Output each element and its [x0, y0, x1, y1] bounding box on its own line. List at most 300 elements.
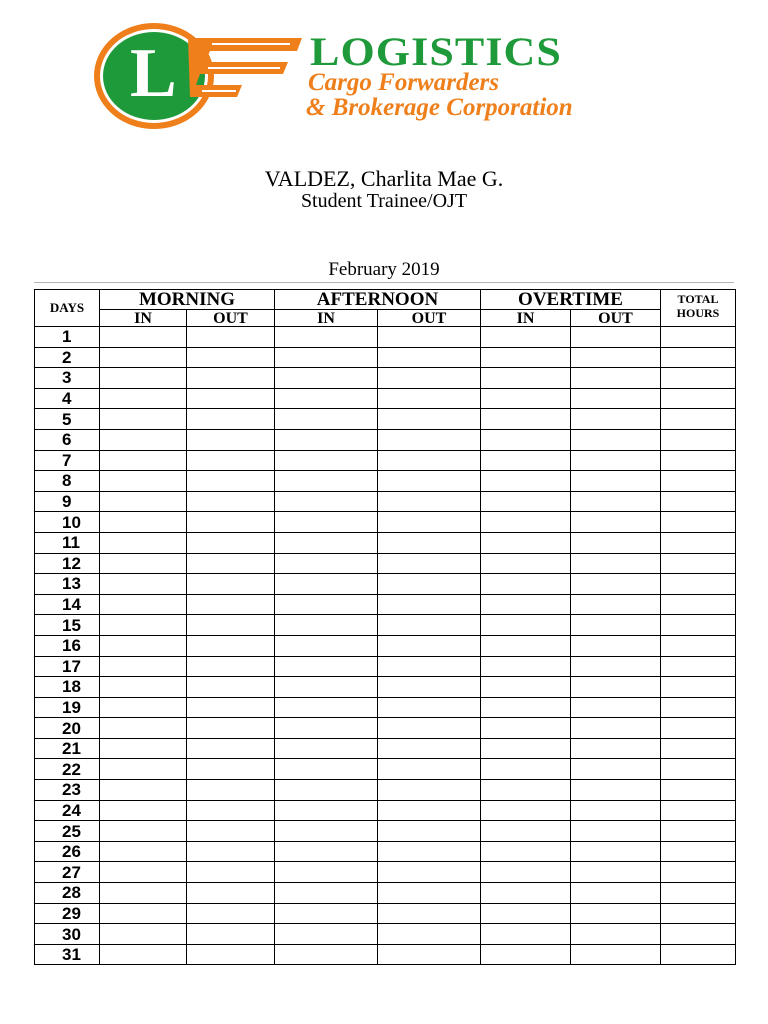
table-row: [35, 780, 736, 801]
table-row: [35, 491, 736, 512]
morning-out-header: OUT: [187, 310, 275, 327]
afternoon-out-cell[interactable]: [378, 532, 481, 553]
morning-out-cell[interactable]: [187, 944, 275, 965]
total-hours-cell[interactable]: [661, 471, 736, 492]
morning-in-cell[interactable]: [100, 429, 187, 450]
overtime-in-cell[interactable]: [481, 841, 571, 862]
total-hours-cell[interactable]: [661, 883, 736, 904]
morning-in-cell[interactable]: [100, 738, 187, 759]
table-row: [35, 450, 736, 471]
overtime-in-cell[interactable]: [481, 924, 571, 945]
table-row: [35, 471, 736, 492]
afternoon-out-cell[interactable]: [378, 944, 481, 965]
morning-in-cell[interactable]: [100, 862, 187, 883]
day-number: 20: [35, 718, 100, 739]
morning-out-cell[interactable]: [187, 759, 275, 780]
day-number: 27: [35, 862, 100, 883]
table-row: [35, 532, 736, 553]
day-number: 21: [35, 738, 100, 759]
logo-tagline-1: Cargo Forwarders: [308, 69, 500, 96]
day-number: 1: [35, 327, 100, 348]
total-hours-cell[interactable]: [661, 327, 736, 348]
total-hours-cell[interactable]: [661, 903, 736, 924]
overtime-out-cell[interactable]: [571, 409, 661, 430]
overtime-in-cell[interactable]: [481, 327, 571, 348]
day-number: 22: [35, 759, 100, 780]
table-row: [35, 738, 736, 759]
afternoon-in-cell[interactable]: [275, 862, 378, 883]
total-hours-cell[interactable]: [661, 429, 736, 450]
day-number: 14: [35, 594, 100, 615]
morning-out-cell[interactable]: [187, 574, 275, 595]
morning-out-cell[interactable]: [187, 800, 275, 821]
table-row: [35, 388, 736, 409]
day-number: 17: [35, 656, 100, 677]
afternoon-in-cell[interactable]: [275, 347, 378, 368]
afternoon-out-cell[interactable]: [378, 780, 481, 801]
overtime-out-cell[interactable]: [571, 532, 661, 553]
table-row: [35, 347, 736, 368]
morning-in-cell[interactable]: [100, 677, 187, 698]
total-hours-header: [661, 290, 736, 327]
afternoon-out-cell[interactable]: [378, 800, 481, 821]
table-row: [35, 759, 736, 780]
afternoon-out-cell[interactable]: [378, 759, 481, 780]
overtime-in-cell[interactable]: [481, 697, 571, 718]
total-hours-cell[interactable]: [661, 491, 736, 512]
table-row: [35, 368, 736, 389]
total-hours-cell[interactable]: [661, 450, 736, 471]
day-number: 10: [35, 512, 100, 533]
morning-out-cell[interactable]: [187, 738, 275, 759]
afternoon-in-cell[interactable]: [275, 780, 378, 801]
afternoon-out-cell[interactable]: [378, 553, 481, 574]
morning-in-cell[interactable]: [100, 409, 187, 430]
afternoon-in-cell[interactable]: [275, 553, 378, 574]
logo-tagline-2: & Brokerage Corporation: [306, 94, 573, 121]
total-hours-cell[interactable]: [661, 697, 736, 718]
table-row: [35, 409, 736, 430]
overtime-in-cell[interactable]: [481, 944, 571, 965]
morning-out-cell[interactable]: [187, 697, 275, 718]
total-hours-cell[interactable]: [661, 800, 736, 821]
overtime-in-cell[interactable]: [481, 491, 571, 512]
day-number: 30: [35, 924, 100, 945]
logo-letter: L: [130, 35, 177, 112]
overtime-out-cell[interactable]: [571, 553, 661, 574]
morning-in-cell[interactable]: [100, 368, 187, 389]
table-row: [35, 841, 736, 862]
morning-in-cell[interactable]: [100, 718, 187, 739]
morning-out-cell[interactable]: [187, 656, 275, 677]
total-hours-cell[interactable]: [661, 677, 736, 698]
morning-out-cell[interactable]: [187, 718, 275, 739]
overtime-out-cell[interactable]: [571, 594, 661, 615]
morning-out-cell[interactable]: [187, 512, 275, 533]
afternoon-in-cell[interactable]: [275, 491, 378, 512]
day-number: 4: [35, 388, 100, 409]
overtime-in-cell[interactable]: [481, 532, 571, 553]
afternoon-in-cell[interactable]: [275, 615, 378, 636]
overtime-out-cell[interactable]: [571, 718, 661, 739]
overtime-in-cell[interactable]: [481, 862, 571, 883]
day-number: 11: [35, 532, 100, 553]
overtime-in-cell[interactable]: [481, 471, 571, 492]
morning-in-cell[interactable]: [100, 512, 187, 533]
morning-out-cell[interactable]: [187, 347, 275, 368]
overtime-out-cell[interactable]: [571, 759, 661, 780]
table-row: [35, 821, 736, 842]
overtime-out-cell[interactable]: [571, 429, 661, 450]
overtime-in-cell[interactable]: [481, 656, 571, 677]
morning-out-cell[interactable]: [187, 553, 275, 574]
morning-out-cell[interactable]: [187, 429, 275, 450]
overtime-in-cell[interactable]: [481, 388, 571, 409]
morning-in-cell[interactable]: [100, 780, 187, 801]
overtime-out-cell[interactable]: [571, 800, 661, 821]
day-number: 12: [35, 553, 100, 574]
overtime-out-cell[interactable]: [571, 821, 661, 842]
day-number: 3: [35, 368, 100, 389]
header-divider: [34, 282, 734, 283]
morning-in-cell[interactable]: [100, 800, 187, 821]
afternoon-out-cell[interactable]: [378, 429, 481, 450]
table-row: [35, 924, 736, 945]
morning-out-cell[interactable]: [187, 924, 275, 945]
overtime-out-cell[interactable]: [571, 738, 661, 759]
morning-out-cell[interactable]: [187, 409, 275, 430]
morning-out-cell[interactable]: [187, 862, 275, 883]
overtime-out-cell[interactable]: [571, 491, 661, 512]
overtime-in-cell[interactable]: [481, 574, 571, 595]
overtime-out-cell[interactable]: [571, 512, 661, 533]
afternoon-out-cell[interactable]: [378, 738, 481, 759]
afternoon-out-cell[interactable]: [378, 347, 481, 368]
total-hours-cell[interactable]: [661, 553, 736, 574]
overtime-in-cell[interactable]: [481, 718, 571, 739]
overtime-in-cell[interactable]: [481, 615, 571, 636]
overtime-out-cell[interactable]: [571, 327, 661, 348]
table-row: [35, 697, 736, 718]
day-number: 8: [35, 471, 100, 492]
logo-brand-name: LOGISTICS: [310, 29, 563, 74]
morning-in-cell[interactable]: [100, 532, 187, 553]
morning-in-header: IN: [100, 310, 187, 327]
morning-out-cell[interactable]: [187, 883, 275, 904]
table-row: [35, 800, 736, 821]
morning-out-cell[interactable]: [187, 594, 275, 615]
overtime-in-cell[interactable]: [481, 594, 571, 615]
overtime-in-cell[interactable]: [481, 800, 571, 821]
table-row: [35, 862, 736, 883]
overtime-out-cell[interactable]: [571, 944, 661, 965]
morning-in-cell[interactable]: [100, 821, 187, 842]
overtime-out-cell[interactable]: [571, 368, 661, 389]
overtime-out-cell[interactable]: [571, 656, 661, 677]
overtime-out-cell[interactable]: [571, 697, 661, 718]
overtime-out-header: OUT: [571, 310, 661, 327]
overtime-out-cell[interactable]: [571, 780, 661, 801]
total-hours-cell[interactable]: [661, 368, 736, 389]
morning-out-cell[interactable]: [187, 635, 275, 656]
morning-out-cell[interactable]: [187, 677, 275, 698]
total-hours-cell[interactable]: [661, 738, 736, 759]
day-number: 31: [35, 944, 100, 965]
afternoon-out-cell[interactable]: [378, 821, 481, 842]
overtime-in-cell[interactable]: [481, 409, 571, 430]
morning-in-cell[interactable]: [100, 635, 187, 656]
day-number: 9: [35, 491, 100, 512]
total-hours-cell[interactable]: [661, 718, 736, 739]
day-number: 5: [35, 409, 100, 430]
overtime-header: OVERTIME: [481, 290, 661, 310]
day-number: 23: [35, 780, 100, 801]
morning-in-cell[interactable]: [100, 759, 187, 780]
overtime-in-cell[interactable]: [481, 347, 571, 368]
overtime-in-cell[interactable]: [481, 429, 571, 450]
total-hours-cell[interactable]: [661, 862, 736, 883]
total-header-line-1: TOTAL: [677, 292, 719, 306]
morning-in-cell[interactable]: [100, 944, 187, 965]
morning-in-cell[interactable]: [100, 347, 187, 368]
total-hours-cell[interactable]: [661, 347, 736, 368]
table-row: [35, 883, 736, 904]
table-row: [35, 656, 736, 677]
morning-in-cell[interactable]: [100, 574, 187, 595]
afternoon-out-cell[interactable]: [378, 718, 481, 739]
afternoon-in-cell[interactable]: [275, 532, 378, 553]
table-row: [35, 574, 736, 595]
total-hours-cell[interactable]: [661, 409, 736, 430]
day-number: 16: [35, 635, 100, 656]
table-row: [35, 594, 736, 615]
overtime-out-cell[interactable]: [571, 388, 661, 409]
overtime-out-cell[interactable]: [571, 677, 661, 698]
afternoon-out-cell[interactable]: [378, 450, 481, 471]
afternoon-out-cell[interactable]: [378, 491, 481, 512]
afternoon-in-cell[interactable]: [275, 450, 378, 471]
overtime-out-cell[interactable]: [571, 635, 661, 656]
morning-in-cell[interactable]: [100, 553, 187, 574]
afternoon-in-cell[interactable]: [275, 841, 378, 862]
afternoon-out-cell[interactable]: [378, 388, 481, 409]
overtime-in-cell[interactable]: [481, 553, 571, 574]
morning-out-cell[interactable]: [187, 615, 275, 636]
morning-in-cell[interactable]: [100, 697, 187, 718]
afternoon-in-cell[interactable]: [275, 883, 378, 904]
total-hours-cell[interactable]: [661, 656, 736, 677]
table-row: [35, 429, 736, 450]
afternoon-in-cell[interactable]: [275, 944, 378, 965]
overtime-in-cell[interactable]: [481, 450, 571, 471]
overtime-out-cell[interactable]: [571, 924, 661, 945]
day-number: 28: [35, 883, 100, 904]
morning-out-cell[interactable]: [187, 491, 275, 512]
overtime-out-cell[interactable]: [571, 883, 661, 904]
afternoon-out-cell[interactable]: [378, 883, 481, 904]
day-number: 24: [35, 800, 100, 821]
overtime-in-cell[interactable]: [481, 759, 571, 780]
total-hours-cell[interactable]: [661, 821, 736, 842]
morning-out-cell[interactable]: [187, 821, 275, 842]
morning-in-cell[interactable]: [100, 841, 187, 862]
total-hours-cell[interactable]: [661, 841, 736, 862]
total-hours-cell[interactable]: [661, 780, 736, 801]
afternoon-out-cell[interactable]: [378, 903, 481, 924]
table-row: [35, 903, 736, 924]
time-record-table: [34, 289, 736, 965]
afternoon-in-cell[interactable]: [275, 738, 378, 759]
afternoon-in-cell[interactable]: [275, 759, 378, 780]
afternoon-out-cell[interactable]: [378, 368, 481, 389]
afternoon-in-cell[interactable]: [275, 409, 378, 430]
afternoon-in-cell[interactable]: [275, 327, 378, 348]
total-hours-cell[interactable]: [661, 635, 736, 656]
afternoon-in-cell[interactable]: [275, 800, 378, 821]
morning-in-cell[interactable]: [100, 450, 187, 471]
afternoon-in-cell[interactable]: [275, 656, 378, 677]
afternoon-out-cell[interactable]: [378, 697, 481, 718]
day-number: 7: [35, 450, 100, 471]
day-number: 18: [35, 677, 100, 698]
day-number: 19: [35, 697, 100, 718]
total-hours-cell[interactable]: [661, 759, 736, 780]
day-number: 26: [35, 841, 100, 862]
morning-out-cell[interactable]: [187, 841, 275, 862]
afternoon-in-cell[interactable]: [275, 429, 378, 450]
afternoon-in-cell[interactable]: [275, 471, 378, 492]
morning-out-cell[interactable]: [187, 388, 275, 409]
afternoon-out-cell[interactable]: [378, 677, 481, 698]
morning-out-cell[interactable]: [187, 450, 275, 471]
afternoon-in-cell[interactable]: [275, 594, 378, 615]
afternoon-in-cell[interactable]: [275, 512, 378, 533]
afternoon-in-header: IN: [275, 310, 378, 327]
afternoon-out-cell[interactable]: [378, 841, 481, 862]
overtime-in-cell[interactable]: [481, 738, 571, 759]
afternoon-in-cell[interactable]: [275, 903, 378, 924]
total-hours-cell[interactable]: [661, 944, 736, 965]
overtime-in-cell[interactable]: [481, 677, 571, 698]
afternoon-in-cell[interactable]: [275, 821, 378, 842]
morning-out-cell[interactable]: [187, 368, 275, 389]
morning-out-cell[interactable]: [187, 471, 275, 492]
overtime-out-cell[interactable]: [571, 615, 661, 636]
day-number: 29: [35, 903, 100, 924]
days-header: DAYS: [35, 290, 100, 327]
afternoon-in-cell[interactable]: [275, 388, 378, 409]
morning-in-cell[interactable]: [100, 924, 187, 945]
morning-out-cell[interactable]: [187, 780, 275, 801]
trainee-name: VALDEZ, Charlita Mae G.: [264, 166, 504, 191]
afternoon-in-cell[interactable]: [275, 677, 378, 698]
overtime-in-cell[interactable]: [481, 821, 571, 842]
period-title: February 2019: [328, 259, 440, 280]
afternoon-out-cell[interactable]: [378, 471, 481, 492]
afternoon-out-cell[interactable]: [378, 635, 481, 656]
morning-out-cell[interactable]: [187, 327, 275, 348]
day-number: 6: [35, 429, 100, 450]
total-hours-cell[interactable]: [661, 532, 736, 553]
time-record-body: [35, 327, 736, 965]
table-row: [35, 635, 736, 656]
overtime-in-cell[interactable]: [481, 780, 571, 801]
overtime-in-cell[interactable]: [481, 512, 571, 533]
total-header-line-2: HOURS: [676, 306, 720, 320]
day-number: 2: [35, 347, 100, 368]
total-hours-cell[interactable]: [661, 574, 736, 595]
afternoon-out-cell[interactable]: [378, 615, 481, 636]
morning-in-cell[interactable]: [100, 491, 187, 512]
table-row: [35, 553, 736, 574]
total-hours-cell[interactable]: [661, 615, 736, 636]
total-hours-cell[interactable]: [661, 512, 736, 533]
afternoon-in-cell[interactable]: [275, 574, 378, 595]
afternoon-out-cell[interactable]: [378, 327, 481, 348]
overtime-in-cell[interactable]: [481, 635, 571, 656]
afternoon-out-cell[interactable]: [378, 924, 481, 945]
total-hours-cell[interactable]: [661, 594, 736, 615]
afternoon-header: AFTERNOON: [275, 290, 481, 310]
afternoon-in-cell[interactable]: [275, 635, 378, 656]
overtime-out-cell[interactable]: [571, 862, 661, 883]
afternoon-in-cell[interactable]: [275, 368, 378, 389]
company-logo: [92, 22, 712, 132]
day-number: 13: [35, 574, 100, 595]
afternoon-out-cell[interactable]: [378, 574, 481, 595]
overtime-in-cell[interactable]: [481, 883, 571, 904]
morning-in-cell[interactable]: [100, 388, 187, 409]
morning-out-cell[interactable]: [187, 903, 275, 924]
overtime-out-cell[interactable]: [571, 574, 661, 595]
afternoon-in-cell[interactable]: [275, 697, 378, 718]
afternoon-in-cell[interactable]: [275, 718, 378, 739]
afternoon-out-cell[interactable]: [378, 409, 481, 430]
morning-in-cell[interactable]: [100, 471, 187, 492]
table-row: [35, 677, 736, 698]
morning-in-cell[interactable]: [100, 615, 187, 636]
morning-in-cell[interactable]: [100, 883, 187, 904]
afternoon-out-header: OUT: [378, 310, 481, 327]
table-row: [35, 944, 736, 965]
morning-in-cell[interactable]: [100, 656, 187, 677]
overtime-out-cell[interactable]: [571, 841, 661, 862]
afternoon-out-cell[interactable]: [378, 512, 481, 533]
morning-header: MORNING: [100, 290, 275, 310]
afternoon-out-cell[interactable]: [378, 594, 481, 615]
overtime-in-header: IN: [481, 310, 571, 327]
morning-in-cell[interactable]: [100, 327, 187, 348]
morning-in-cell[interactable]: [100, 594, 187, 615]
morning-in-cell[interactable]: [100, 903, 187, 924]
table-row: [35, 512, 736, 533]
afternoon-out-cell[interactable]: [378, 862, 481, 883]
overtime-in-cell[interactable]: [481, 368, 571, 389]
afternoon-in-cell[interactable]: [275, 924, 378, 945]
overtime-out-cell[interactable]: [571, 347, 661, 368]
overtime-out-cell[interactable]: [571, 903, 661, 924]
total-hours-cell[interactable]: [661, 924, 736, 945]
overtime-out-cell[interactable]: [571, 471, 661, 492]
table-row: [35, 718, 736, 739]
overtime-in-cell[interactable]: [481, 903, 571, 924]
total-hours-cell[interactable]: [661, 388, 736, 409]
overtime-out-cell[interactable]: [571, 450, 661, 471]
trainee-role: Student Trainee/OJT: [300, 190, 468, 212]
afternoon-out-cell[interactable]: [378, 656, 481, 677]
morning-out-cell[interactable]: [187, 532, 275, 553]
table-row: [35, 327, 736, 348]
